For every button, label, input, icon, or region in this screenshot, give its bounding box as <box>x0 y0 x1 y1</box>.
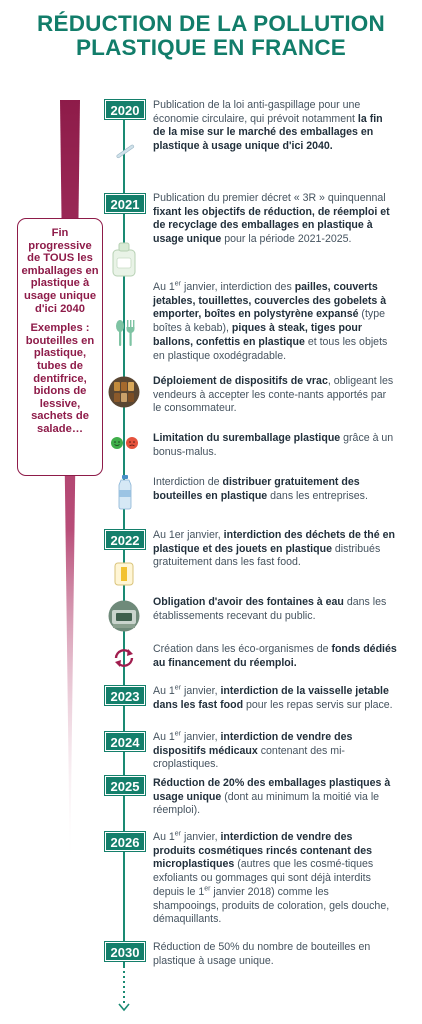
entry-fonds: Création dans les éco-organismes de fonds dédiés au financement du réemploi. <box>153 643 397 669</box>
entry-2022: Au 1er janvier, interdiction des déchets de thé en plastique et des jouets en plastique distribués gratuitement dans les fast food. <box>153 529 395 569</box>
year-badge-2022: 2022 <box>105 530 145 549</box>
entry-2024: Au 1er janvier, interdiction de vendre des dispositifs médicaux contenant des mi-croplastiques. <box>153 730 353 771</box>
entry-2026: Au 1er janvier, interdiction de vendre des produits cosmétiques rincés contenant des microplastiques (autres que les cosmé-tiques exfoliants ou gommages qui sont déjà interdits depuis le 1er janvier 2018) comme les shampooings, produits de coloration, gels douche, démaquillants. <box>153 830 390 926</box>
reuse-arrows-icon <box>111 646 137 670</box>
year-badge-2025: 2025 <box>105 776 145 795</box>
title-line-1: RÉDUCTION DE LA POLLUTION <box>37 11 385 36</box>
tea-bag-icon <box>114 562 134 586</box>
smiley-rating-icon <box>110 436 140 450</box>
entry-2021: Publication du premier décret « 3R » quinquennal fixant les objectifs de réduction, de réemploi et de recyclage des emballages en plastique à usage unique pour la période 2021-2025. <box>153 192 390 246</box>
title-line-2: PLASTIQUE EN FRANCE <box>75 35 347 60</box>
entry-2025: Réduction de 20% des emballages plastiques à usage unique (dont au minimum la moitié via le réemploi). <box>153 777 391 817</box>
water-fountain-icon <box>108 600 140 632</box>
callout-examples: Exemples : bouteilles en plastique, tubes de dentifrice, bidons de lessive, sachets de salade… <box>25 322 95 435</box>
callout-main: Fin progressive de TOUS les emballages en plastique à usage unique d'ici 2040 <box>21 227 99 315</box>
cutlery-icon <box>112 318 138 348</box>
page-title <box>0 12 422 60</box>
year-badge-2026: 2026 <box>105 832 145 851</box>
entry-bouteilles: Interdiction de distribuer gratuitement des bouteilles en plastique dans les entreprises. <box>153 476 368 502</box>
entry-2023: Au 1er janvier, interdiction de la vaisselle jetable dans les fast food pour les repas servis sur place. <box>153 684 393 711</box>
timeline-dotted-line <box>123 966 125 1006</box>
entry-2020: Publication de la loi anti-gaspillage pour une économie circulaire, qui prévoit notamment la fin de la mise sur le marché des emballages en plastique à usage unique d'ici 2040. <box>153 99 383 153</box>
bulk-jars-icon <box>108 376 140 408</box>
water-bottle-icon <box>115 474 135 510</box>
straw-icon <box>114 140 136 162</box>
year-badge-2030: 2030 <box>105 942 145 961</box>
plastic-container-icon <box>110 240 138 278</box>
timeline-line <box>123 100 125 1005</box>
timeline-arrow-icon <box>118 1002 130 1012</box>
entry-vrac: Déploiement de dispositifs de vrac, obligeant les vendeurs à accepter les conte-nants apportés par le consommateur. <box>153 375 394 415</box>
progress-wedge <box>60 100 80 880</box>
entry-fontaines: Obligation d'avoir des fontaines à eau dans les établissements recevant du public. <box>153 596 387 622</box>
entry-pailles: Au 1er janvier, interdiction des pailles, couverts jetables, touillettes, couvercles des gobelets à emporter, boîtes en polystyrène expansé (type boîtes à kebab), piques à steak, tiges pour ballons, confettis en plastique et tous les objets en plastique oxodégradable. <box>153 280 388 362</box>
year-badge-2024: 2024 <box>105 732 145 751</box>
year-badge-2020: 2020 <box>105 100 145 119</box>
year-badge-2023: 2023 <box>105 686 145 705</box>
year-badge-2021: 2021 <box>105 194 145 213</box>
callout-box <box>17 218 103 476</box>
entry-2030: Réduction de 50% du nombre de bouteilles en plastique à usage unique. <box>153 941 371 967</box>
entry-suremballage: Limitation du suremballage plastique grâce à un bonus-malus. <box>153 432 394 458</box>
